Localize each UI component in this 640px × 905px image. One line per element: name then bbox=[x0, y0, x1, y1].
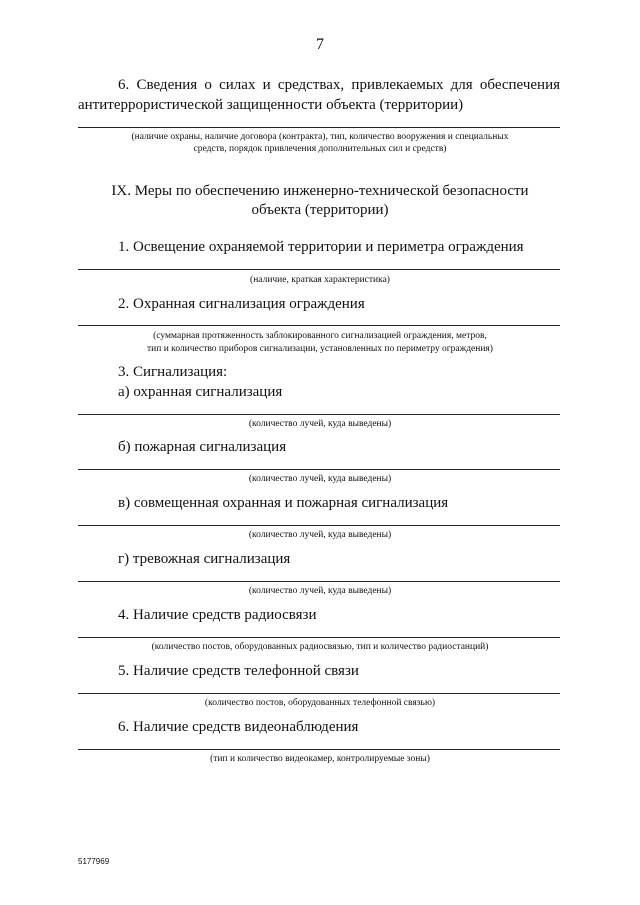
item-radio-note: (количество постов, оборудованных радиосвязью, тип и количество радиостанций) bbox=[151, 642, 489, 652]
item-security-alarm-note: (количество лучей, куда выведены) bbox=[248, 419, 392, 429]
item-combined-alarm-note: (количество лучей, куда выведены) bbox=[248, 530, 392, 540]
item-fire-alarm: б) пожарная сигнализация bbox=[118, 439, 287, 455]
fill-line bbox=[78, 637, 560, 638]
fill-line bbox=[78, 127, 560, 128]
item-alarm-heading: 3. Сигнализация: bbox=[118, 364, 228, 380]
fill-line bbox=[78, 325, 560, 326]
fill-line bbox=[78, 581, 560, 582]
section9-title-line1: IX. Меры по обеспечению инженерно-технической безопасности bbox=[111, 183, 529, 199]
fill-line bbox=[78, 525, 560, 526]
item-fence-alarm: 2. Охранная сигнализация ограждения bbox=[118, 296, 365, 312]
item-security-alarm: а) охранная сигнализация bbox=[118, 384, 283, 400]
section6-note-line1: (наличие охраны, наличие договора (контракта), тип, количество вооружения и специальных bbox=[131, 132, 509, 142]
item-video-note: (тип и количество видеокамер, контролируемые зоны) bbox=[210, 754, 430, 764]
section9-title-line2: объекта (территории) bbox=[251, 202, 389, 218]
section6-line2: антитеррористической защищенности объекта (территории) bbox=[78, 97, 464, 113]
item-lighting-note: (наличие, краткая характеристика) bbox=[250, 275, 390, 285]
section6-note-line2: средств, порядок привлечения дополнительных сил и средств) bbox=[193, 144, 447, 154]
fill-line bbox=[78, 749, 560, 750]
fill-line bbox=[78, 693, 560, 694]
item-video: 6. Наличие средств видеонаблюдения bbox=[118, 719, 359, 735]
page-number: 7 bbox=[316, 36, 324, 53]
item-fence-alarm-note: (суммарная протяженность заблокированного сигнализацией ограждения, метров, bbox=[153, 331, 487, 341]
fill-line bbox=[78, 414, 560, 415]
item-telephone: 5. Наличие средств телефонной связи bbox=[118, 663, 359, 679]
item-combined-alarm: в) совмещенная охранная и пожарная сигнализация bbox=[118, 495, 449, 511]
fill-line bbox=[78, 269, 560, 270]
item-panic-alarm: г) тревожная сигнализация bbox=[118, 551, 291, 567]
item-telephone-note: (количество постов, оборудованных телефонной связью) bbox=[204, 698, 436, 708]
item-radio: 4. Наличие средств радиосвязи bbox=[118, 607, 317, 623]
item-lighting: 1. Освещение охраняемой территории и периметра ограждения bbox=[118, 239, 524, 255]
item-fence-alarm-note2: тип и количество приборов сигнализации, установленных по периметру ограждения) bbox=[147, 344, 493, 354]
item-fire-alarm-note: (количество лучей, куда выведены) bbox=[248, 474, 392, 484]
fill-line bbox=[78, 469, 560, 470]
item-panic-alarm-note: (количество лучей, куда выведены) bbox=[248, 586, 392, 596]
section6-line1: 6. Сведения о силах и средствах, привлекаемых для обеспечения bbox=[118, 77, 560, 93]
footer-code: 5177969 bbox=[78, 857, 110, 866]
